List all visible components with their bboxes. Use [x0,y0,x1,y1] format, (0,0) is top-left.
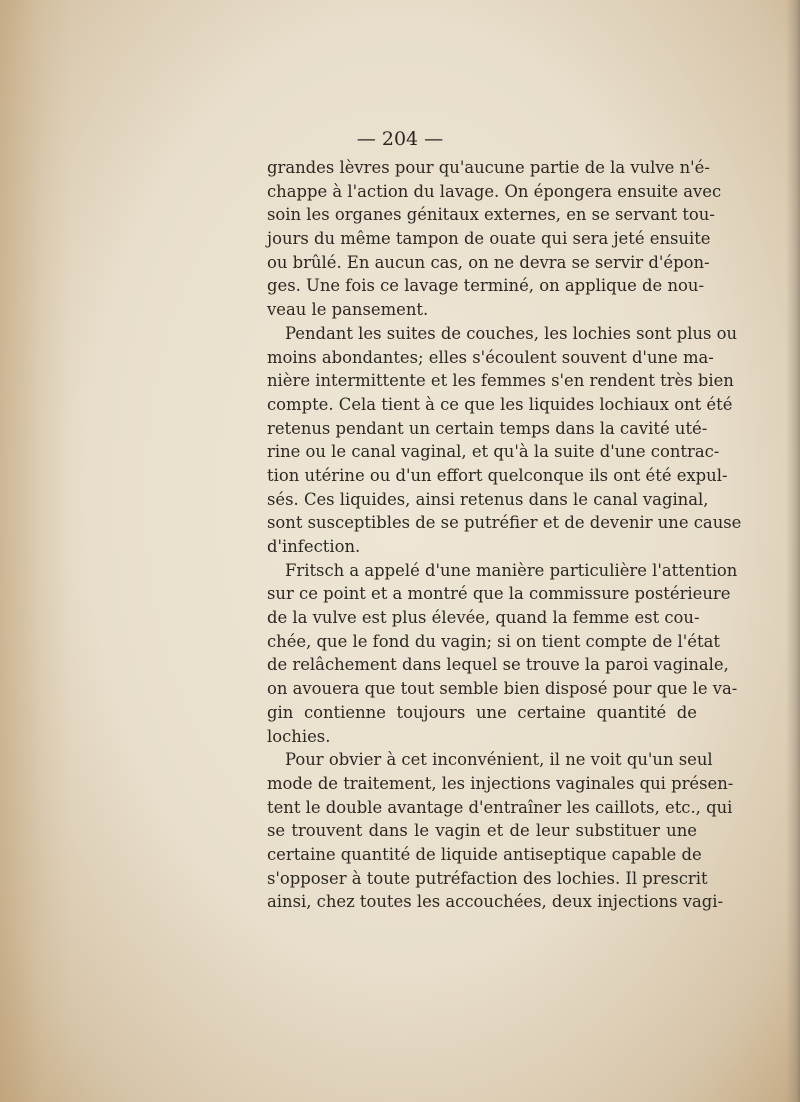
body-text [267,156,742,914]
text-line: veau le pansement. [267,300,429,320]
text-line: sont susceptibles de se putréfier et de devenir une cause [267,513,742,533]
text-line: ges. Une fois ce lavage terminé, on applique de nou- [267,276,704,296]
text-line: on avouera que tout semble bien disposé pour que le va- [267,679,738,699]
text-line: gin contienne toujours une certaine quantité de [267,702,697,722]
page-right-edge-shadow [786,0,800,1102]
text-line: d'infection. [267,537,361,556]
text-line: lochies. [267,726,331,746]
text-line: tent le double avantage d'entraîner les caillots, etc., qui [267,797,733,817]
text-line: Pendant les suites de couches, les lochies sont plus ou [285,323,738,343]
text-line: sur ce point et a montré que la commissure postérieure [267,584,731,604]
text-line: de la vulve est plus élevée, quand la femme est cou- [267,608,700,628]
text-line: chée, que le fond du vagin; si on tient compte de l'état [267,631,720,651]
text-line: sés. Ces liquides, ainsi retenus dans le canal vaginal, [267,489,709,509]
text-line: grandes lèvres pour qu'aucune partie de la vulve n'é- [267,158,710,177]
text-line: soin les organes génitaux externes, en se servant tou- [267,205,715,225]
text-line: se trouvent dans le vagin et de leur substituer une [267,821,697,841]
text-line: retenus pendant un certain temps dans la cavité uté- [267,418,708,438]
text-line: nière intermittente et les femmes s'en rendent très bien [267,371,734,391]
text-line: ainsi, chez toutes les accouchées, deux injections vagi- [267,892,724,912]
text-line: moins abondantes; elles s'écoulent souvent d'une ma- [267,347,714,367]
page-number: — 204 — [356,128,444,150]
text-line: s'opposer à toute putréfaction des lochies. Il prescrit [267,868,708,888]
page-left-edge-shading [0,0,70,1102]
text-line: compte. Cela tient à ce que les liquides lochiaux ont été [267,394,733,414]
text-line: Fritsch a appelé d'une manière particulière l'attention [285,560,738,580]
text-line: rine ou le canal vaginal, et qu'à la suite d'une contrac- [267,442,720,462]
text-line: jours du même tampon de ouate qui sera jeté ensuite [267,229,711,249]
text-line: Pour obvier à cet inconvénient, il ne voit qu'un seul [285,750,713,770]
text-line: de relâchement dans lequel se trouve la paroi vaginale, [267,655,729,675]
text-line: ou brûlé. En aucun cas, on ne devra se servir d'épon- [267,252,710,272]
text-line: tion utérine ou d'un effort quelconque ils ont été expul- [267,465,728,485]
text-line: chappe à l'action du lavage. On épongera ensuite avec [267,181,722,201]
text-line: certaine quantité de liquide antiseptique capable de [267,844,702,864]
text-line: mode de traitement, les injections vaginales qui présen- [267,773,734,793]
